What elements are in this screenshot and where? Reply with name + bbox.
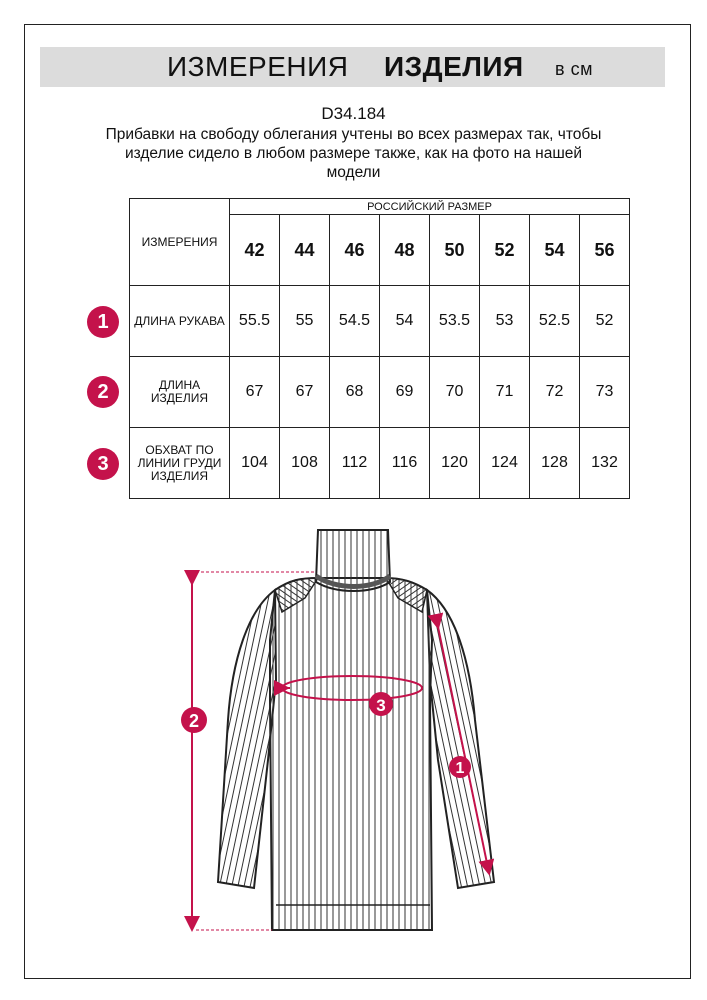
marker-3-label: 3 bbox=[376, 696, 386, 715]
row-badge-2: 2 bbox=[87, 376, 119, 408]
size-cell: 48 bbox=[380, 215, 430, 286]
corner-label: ИЗМЕРЕНИЯ bbox=[130, 199, 230, 286]
value-cell: 104 bbox=[230, 428, 280, 499]
value-cell: 70 bbox=[430, 357, 480, 428]
turtleneck-collar bbox=[316, 530, 390, 591]
value-cell: 52 bbox=[580, 286, 630, 357]
value-cell: 53 bbox=[480, 286, 530, 357]
row-label: ДЛИНА РУКАВА bbox=[130, 286, 230, 357]
value-cell: 55.5 bbox=[230, 286, 280, 357]
header-title-bold: ИЗДЕЛИЯ bbox=[384, 51, 524, 82]
size-group-label: РОССИЙСКИЙ РАЗМЕР bbox=[230, 199, 630, 215]
fit-note: Прибавки на свободу облегания учтены во всех размерах так, чтобы изделие сидело в любом размере также, как на фото на нашей модели bbox=[105, 126, 602, 181]
diagram-marker-1 bbox=[449, 756, 471, 778]
size-cell: 54 bbox=[530, 215, 580, 286]
value-cell: 112 bbox=[330, 428, 380, 499]
article-number: D34.184 bbox=[321, 104, 386, 123]
value-cell: 55 bbox=[280, 286, 330, 357]
diagram-marker-3 bbox=[369, 692, 393, 716]
value-cell: 72 bbox=[530, 357, 580, 428]
value-cell: 128 bbox=[530, 428, 580, 499]
value-cell: 108 bbox=[280, 428, 330, 499]
header-unit: в см bbox=[555, 59, 593, 79]
size-cell: 46 bbox=[330, 215, 380, 286]
row-label: ДЛИНА ИЗДЕЛИЯ bbox=[130, 357, 230, 428]
marker-2-label: 2 bbox=[188, 711, 200, 731]
value-cell: 120 bbox=[430, 428, 480, 499]
row-badge-3: 3 bbox=[87, 448, 119, 480]
size-cell: 56 bbox=[580, 215, 630, 286]
value-cell: 67 bbox=[280, 357, 330, 428]
value-cell: 124 bbox=[480, 428, 530, 499]
row-badge-1: 1 bbox=[87, 306, 119, 338]
size-cell: 50 bbox=[430, 215, 480, 286]
row-label: ОБХВАТ ПО ЛИНИИ ГРУДИ ИЗДЕЛИЯ bbox=[130, 428, 230, 499]
value-cell: 54 bbox=[380, 286, 430, 357]
value-cell: 68 bbox=[330, 357, 380, 428]
value-cell: 116 bbox=[380, 428, 430, 499]
value-cell: 52.5 bbox=[530, 286, 580, 357]
header-title-light: ИЗМЕРЕНИЯ bbox=[167, 51, 349, 82]
marker-1-label: 1 bbox=[455, 760, 465, 777]
size-cell: 42 bbox=[230, 215, 280, 286]
diagram-marker-2 bbox=[181, 707, 207, 733]
sleeve-left bbox=[218, 590, 276, 888]
sweater-body bbox=[270, 578, 432, 930]
size-cell: 52 bbox=[480, 215, 530, 286]
value-cell: 71 bbox=[480, 357, 530, 428]
value-cell: 54.5 bbox=[330, 286, 380, 357]
value-cell: 53.5 bbox=[430, 286, 480, 357]
value-cell: 69 bbox=[380, 357, 430, 428]
value-cell: 132 bbox=[580, 428, 630, 499]
value-cell: 67 bbox=[230, 357, 280, 428]
size-cell: 44 bbox=[280, 215, 330, 286]
value-cell: 73 bbox=[580, 357, 630, 428]
